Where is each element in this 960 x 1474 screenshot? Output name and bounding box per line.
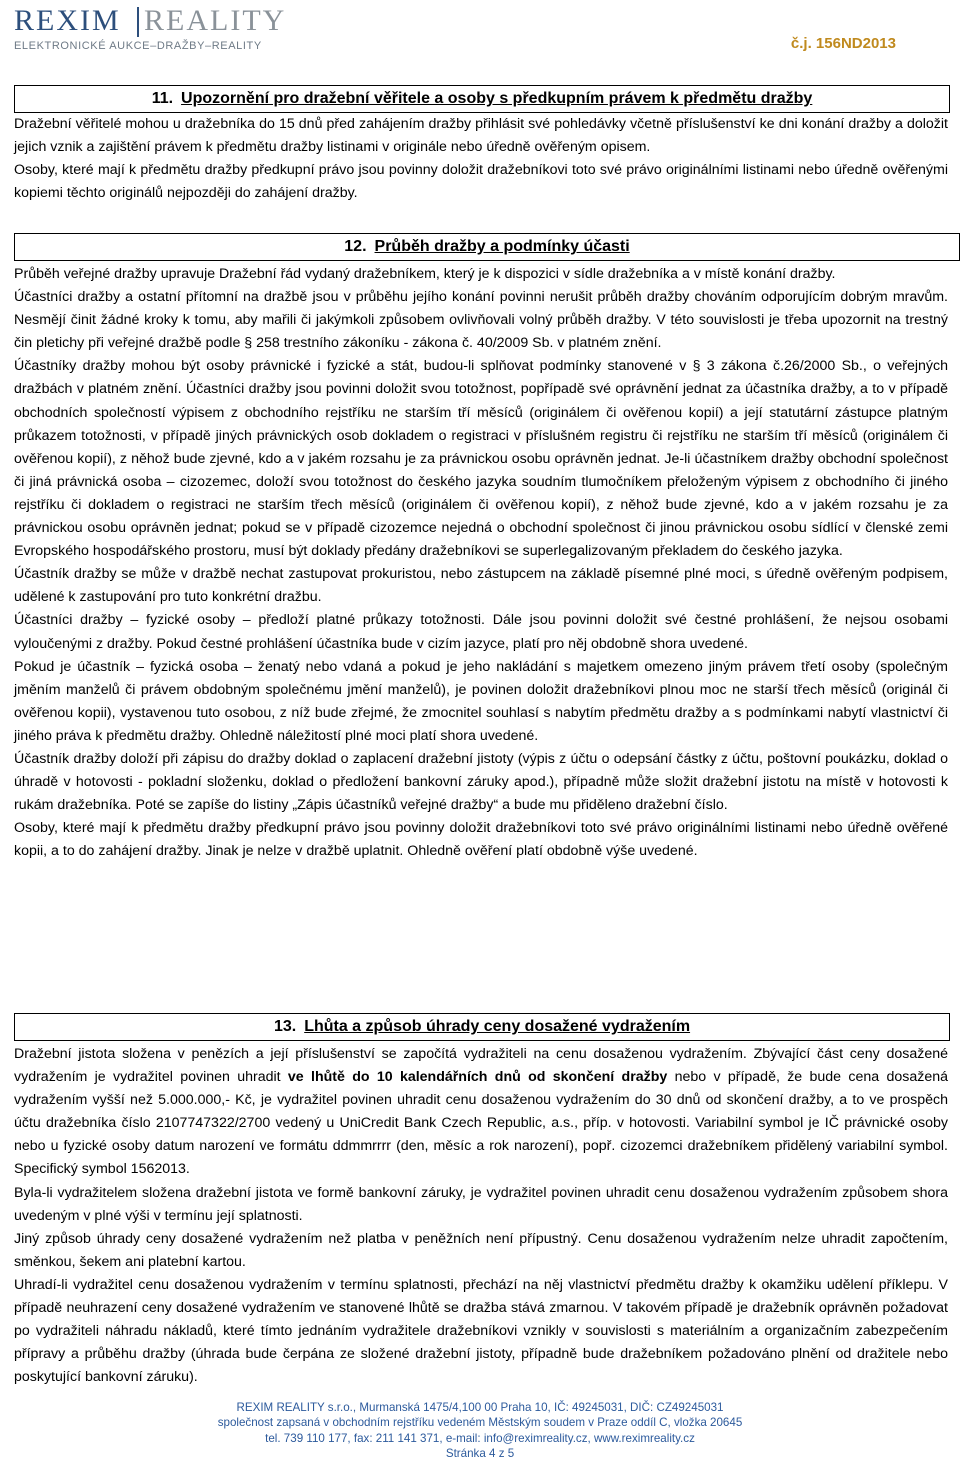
section-13-heading: [14, 1013, 950, 1041]
section-number: 13.: [273, 1018, 297, 1035]
section-11-body: [14, 113, 948, 205]
page-header: [0, 0, 960, 62]
logo-separator: [137, 7, 139, 37]
section-title: Upozornění pro dražební věřitele a osoby s předkupním právem k předmětu dražby: [181, 90, 813, 107]
paragraph: Uhradí-li vydražitel cenu dosaženou vydražením v termínu splatnosti, přechází na něj vlastnictví předmětu dražby k okamžiku udělení příklepu. V případě neuhrazení ceny dosažené vydražením ve stanovené lhůtě se dražba stává zmarnou. V takovém případě je dražebník oprávněn požadovat po vydražiteli náhradu nákladů, které tímto jednáním vydražitele dražebníkovi vznikly v souvislosti s materiálním a organizačním zabezpečením přípravy a průběhu dražby (úhrada bude čerpána ze složené dražební jistoty, případně bude dražebníkem požadováno plnění od dražitele nebo poskytující bankovní záruku).: [14, 1276, 948, 1386]
logo-rexim: REXIM: [14, 4, 121, 37]
paragraph: Dražební věřitelé mohou u dražebníka do 15 dnů před zahájením dražby přihlásit své pohledávky včetně příslušenství ke dni konání dražby a doložit jejich vznik a zajištění právem k předmětu dražby listinami v originále nebo úředně ověřeným opisem.: [14, 116, 948, 156]
paragraph: Účastníci dražby a ostatní přítomní na dražbě jsou v průběhu jejího konání povinni nerušit průběh dražby chováním odporujícím dobrým mravům. Nesmějí činit žádné kroky k tomu, aby mařili či jakýmkoli způsobem ovlivňovali volný průběh dražby. V této souvislosti je třeba upozornit na trestný čin pletichy při veřejné dražbě podle § 258 trestního zákoníku - zákona č. 40/2009 Sb. v platném znění.: [14, 289, 948, 352]
section-13-body: [14, 1043, 948, 1389]
paragraph: Osoby, které mají k předmětu dražby předkupní právo jsou povinny doložit dražebníkovi toto své právo originálními listinami nebo úředně ověřené kopii, a to do zahájení dražby. Jinak je nelze v dražbě uplatnit. Ohledně ověření platí obdobně výše uvedené.: [14, 820, 948, 860]
paragraph: Účastníky dražby mohou být osoby právnické i fyzické a stát, budou-li splňovat podmínky stanovené v § 3 zákona č.26/2000 Sb., o veřejných dražbách v platném znění. Účastníci dražby jsou povinni doložit svou totožnost, popřípadě své oprávnění jednat za účastníka dražby, a to v případě obchodních společností výpisem z obchodního rejstříku ne starším tří měsíců (originálem či ověřenou kopií) a její statutární zástupce platným průkazem totožnosti, v případě jiných právnických osob dokladem o registraci v příslušném registru či rejstříku ne starším tří měsíců (originálem či ověřenou kopií), z něhož bude zjevné, kdo a v jakém rozsahu je za právnickou osobu oprávněn jednat. Je-li účastníkem dražby obchodní společnost či jiná právnická osoba – cizozemec, doloží svou totožnost do českého jazyka soudním tlumočníkem přeloženým výpisem z obchodního či jiného rejstříku či dokladem o registraci ne starším třech měsíců (originálem či ověřenou kopií), z něhož bude zjevné, kdo a v jakém rozsahu je za právnickou osobu oprávněn jednat; pokud se v případě cizozemce nejedná o obchodní společnost či jinou právnickou osobu sídlící v členské zemi Evropského hospodářského prostoru, musí být doklady předány dražebníkovi se superlegalizovaným překladem do českého jazyka.: [14, 358, 948, 560]
paragraph: Jiný způsob úhrady ceny dosažené vydražením než platba v peněžních není přípustný. Cenu dosaženou vydražením nelze uhradit započtením, směnkou, šekem ani platební kartou.: [14, 1230, 948, 1270]
section-12-heading: [14, 233, 960, 261]
company-logo: [14, 4, 287, 54]
paragraph: Osoby, které mají k předmětu dražby předkupní právo jsou povinny doložit dražebníkovi toto své právo originálními listinami nebo úředně ověřenými kopiemi těchto originálů nejpozději do zahájení dražby.: [14, 162, 948, 202]
paragraph: Účastník dražby doloží při zápisu do dražby doklad o zaplacení dražební jistoty (výpis z účtu o odepsání částky z účtu, poštovní poukázku, doklad o úhradě v hotovosti - pokladní složenku, doklad o předložení bankovní záruky apod.), případně může složit dražební jistotu na místě v hotovosti k rukám dražebníka. Poté se zapíše do listiny „Zápis účastníků veřejné dražby“ a bude mu přiděleno dražební číslo.: [14, 750, 948, 814]
payment-deadline-emphasis: ve lhůtě do 10 kalendářních dnů od skončení dražby: [287, 1069, 668, 1086]
footer-contact-line: tel. 739 110 177, fax: 211 141 371, e-mail: info@reximreality.cz, www.reximreality.cz: [265, 1431, 695, 1445]
paragraph: Dražební jistota složena v penězích a její příslušenství se započítá vydražiteli na cenu dosaženou vydražením. Zbývající část ceny dosažené vydražením je vydražitel povinen uhradit ve lhůtě do 10 kalendářních dnů od skončení dražby nebo v případě, že bude cena dosažená vydražením vyšší než 5.000.000,- Kč, je vydražitel povinen uhradit cenu dosaženou vydražením do 30 dnů od skončení dražby, a to ve prospěch účtu dražebníka číslo 2107747322/2700 vedený u UniCredit Bank Czech Republic, a.s., příp. v hotovosti. Variabilní symbol je IČ právnické osoby nebo u fyzické osoby datum narození ve formátu ddmmrrrr (den, měsíc a rok narození), popř. cizozemci dražebníkem přidělený variabilní symbol. Specifický symbol 1562013.: [14, 1046, 948, 1178]
section-11-heading: [14, 85, 950, 113]
section-title: Průběh dražby a podmínky účasti: [374, 238, 630, 255]
paragraph: Účastník dražby se může v dražbě nechat zastupovat prokuristou, nebo zástupcem na základě písemné plné moci, s úředně ověřeným podpisem, udělené k zastupování pro tuto konkrétní dražbu.: [14, 566, 948, 606]
paragraph: Pokud je účastník – fyzická osoba – ženatý nebo vdaná a pokud je jeho nakládání s majetkem omezeno jiným právem třetí osoby (společným jměním manželů či právem obdobným společnému jmění manželů), je povinen doložit dražebníkovi plnou moc ne starší třech měsíců (originál či ověřenou kopii), vystavenou tuto osobou, z níž bude zřejmé, že zmocnitel souhlasí s nabytím předmětu dražby a s podmínkami nabytí vlastnictví či jiného práva k předmětu dražby. Ohledně náležitostí plné moci platí shora uvedené.: [14, 658, 948, 744]
page-number: Stránka 4 z 5: [445, 1447, 515, 1461]
paragraph: Byla-li vydražitelem složena dražební jistota ve formě bankovní záruky, je vydražitel povinen uhradit cenu dosaženou vydražením způsobem shora uvedeným v plné výši v termínu její splatnosti.: [14, 1184, 948, 1224]
paragraph: Průběh veřejné dražby upravuje Dražební řád vydaný dražebníkem, který je k dispozici v sídle dražebníka a v místě konání dražby.: [14, 266, 836, 282]
section-12-body: [14, 263, 948, 863]
footer-company-line: REXIM REALITY s.r.o., Murmanská 1475/4,100 00 Praha 10, IČ: 49245031, DIČ: CZ49245031: [236, 1401, 724, 1414]
footer-registry-line: společnost zapsaná v obchodním rejstříku vedeném Městským soudem v Praze oddíl C, vložka 20645: [217, 1416, 743, 1430]
logo-tagline: ELEKTRONICKÉ AUKCE–DRAŽBY–REALITY: [14, 40, 262, 52]
section-number: 12.: [344, 238, 367, 255]
section-title: Lhůta a způsob úhrady ceny dosažené vydražením: [304, 1018, 691, 1035]
section-number: 11.: [151, 90, 174, 107]
reference-number: č.j. 156ND2013: [790, 35, 896, 52]
paragraph: Účastníci dražby – fyzické osoby – předloží platné průkazy totožnosti. Dále jsou povinni doložit své čestné prohlášení, že nejsou osobami vyloučenými z dražby. Pokud čestné prohlášení účastníka bude v cizím jazyce, platí pro něj obdobně shora uvedené.: [14, 612, 948, 652]
logo-reality: REALITY: [144, 4, 287, 37]
page-footer: [0, 1400, 960, 1462]
